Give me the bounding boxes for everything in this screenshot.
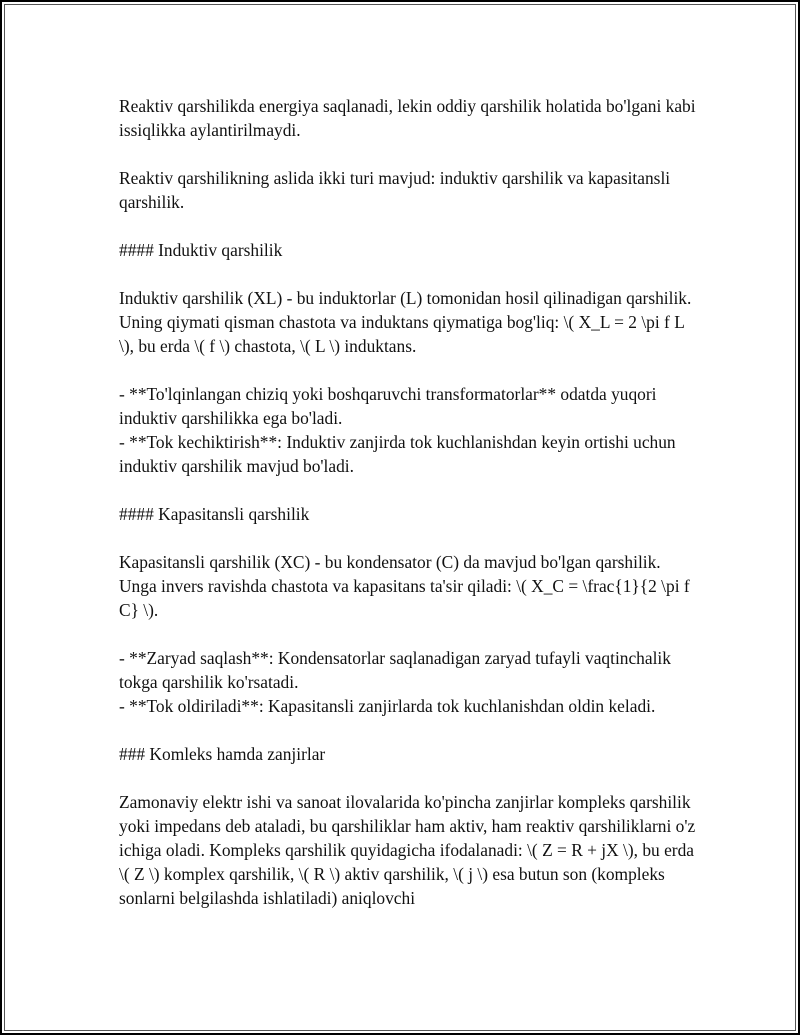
list-item-transformatorlar: - **To'lqinlangan chiziq yoki boshqaruvchi transformatorlar** odatda yuqori induktiv qarshilikka ega bo'ladi. xyxy=(119,384,657,428)
paragraph-reaktiv-turlari: Reaktiv qarshilikning aslida ikki turi mavjud: induktiv qarshilik va kapasitansli qarshilik. xyxy=(119,168,671,212)
paragraph-reaktiv-energiya: Reaktiv qarshilikda energiya saqlanadi, lekin oddiy qarshilik holatida bo'lgani kabi issiqlikka aylantirilmaydi. xyxy=(119,96,696,140)
paragraph-kompleks-qarshilik: Zamonaviy elektr ishi va sanoat ilovalarida ko'pincha zanjirlar kompleks qarshilik yoki impedans deb ataladi, bu qarshiliklar ham aktiv, ham reaktiv qarshiliklarni o'z ichiga oladi. Kompleks qarshilik quyidagicha ifodalanadi: \( Z = R + jX \), bu erda \( Z \) komplex qarshilik, \( R \) aktiv qarshilik, \( j \) esa butun son (kompleks sonlarni belgilashda ishlatiladi) aniqlovchi xyxy=(119,792,696,908)
heading-kapasitansli-qarshilik: #### Kapasitansli qarshilik xyxy=(119,504,310,524)
paragraph-kapasitansli-tarif: Kapasitansli qarshilik (XC) - bu kondensator (C) da mavjud bo'lgan qarshilik. Unga invers ravishda chastota va kapasitans ta'sir qiladi: \( X_C = \frac{1}{2 \pi f C} \). xyxy=(119,552,690,620)
heading-komleks-zanjirlar: ### Komleks hamda zanjirlar xyxy=(119,744,326,764)
list-item-tok-oldiriladi: - **Tok oldiriladi**: Kapasitansli zanjirlarda tok kuchlanishdan oldin keladi. xyxy=(119,696,656,716)
list-item-tok-kechiktirish: - **Tok kechiktirish**: Induktiv zanjirda tok kuchlanishdan keyin ortishi uchun induktiv qarshilik mavjud bo'ladi. xyxy=(119,432,676,476)
document-body xyxy=(119,94,699,934)
heading-induktiv-qarshilik: #### Induktiv qarshilik xyxy=(119,240,283,260)
paragraph-induktiv-tarif: Induktiv qarshilik (XL) - bu induktorlar (L) tomonidan hosil qilinadigan qarshilik. Uning qiymati qisman chastota va induktans qiymatiga bog'liq: \( X_L = 2 \pi f L \), bu erda \( f \) chastota, \( L \) induktans. xyxy=(119,288,692,356)
list-item-zaryad-saqlash: - **Zaryad saqlash**: Kondensatorlar saqlanadigan zaryad tufayli vaqtinchalik tokga qarshilik ko'rsatadi. xyxy=(119,648,671,692)
